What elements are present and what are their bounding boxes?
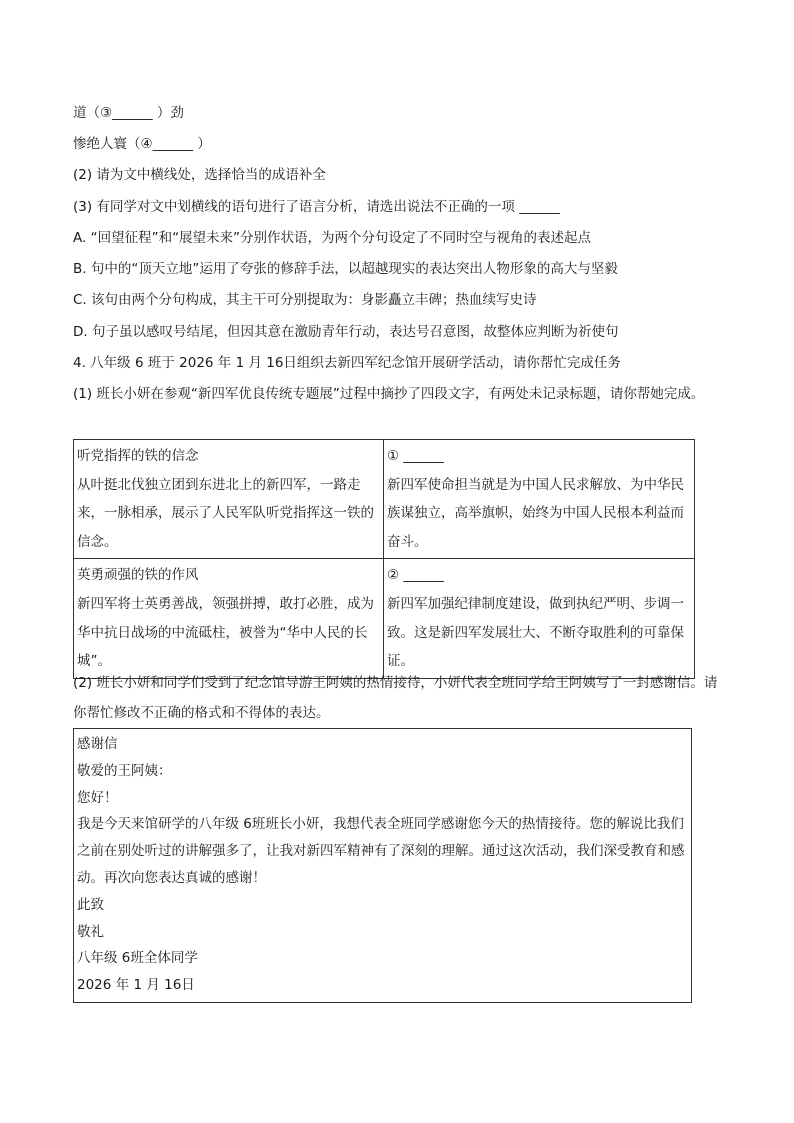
letter-salutation: 敬爱的王阿姨： xyxy=(77,762,172,779)
table-cell xyxy=(74,559,384,678)
question-2: (2) 请为文中横线处，选择恰当的成语补全 xyxy=(73,167,326,183)
thank-you-letter xyxy=(73,728,692,1003)
cell-body: 新四军使命担当就是为中国人民求解放、为中华民族谋独立，高举旗帜，始终为中国人民根本利益而奋斗。 xyxy=(387,476,684,550)
cell-title-blank: ① ______ xyxy=(387,448,444,464)
option-d: D. 句子虽以感叹号结尾，但因其意在激励青年行动，表达号召意图，故整体应判断为祈使句 xyxy=(73,324,619,340)
table-row xyxy=(74,559,695,678)
cell-body: 新四军将士英勇善战，领强拼搏，敢打必胜，成为华中抗日战场的中流砥柱，被誉为“华中人民的长城”。 xyxy=(77,595,374,670)
cell-title: 听党指挥的铁的信念 xyxy=(77,448,199,464)
letter-signature: 八年级 6班全体同学 xyxy=(77,950,198,967)
blank-line-3: 道（③______ ）劲 xyxy=(73,105,184,121)
letter-closing-2: 敬礼 xyxy=(77,923,104,940)
cell-body: 新四军加强纪律制度建设，做到执纪严明、步调一致。这是新四军发展壮大、不断夺取胜利的可靠保证。 xyxy=(387,595,684,670)
table-cell xyxy=(384,440,695,559)
table-cell xyxy=(384,559,695,678)
excerpt-table xyxy=(73,439,695,679)
letter-closing-1: 此致 xyxy=(77,896,104,913)
letter-body: 我是今天来馆研学的八年级 6班班长小妍，我想代表全班同学感谢您今天的热情接待。您的解说比我们之前在别处听过的讲解强多了，让我对新四军精神有了深刻的理解。通过这次活动，我们深受教育和感动。再次向您表达真诚的感谢！ xyxy=(77,816,685,886)
blank-line-4: 惨绝人寰（④______ ） xyxy=(73,136,211,152)
question-4: 4. 八年级 6 班于 2026 年 1 月 16日组织去新四军纪念馆开展研学活动，请你帮忙完成任务 xyxy=(73,355,621,371)
letter-greeting: 您好！ xyxy=(77,789,118,806)
table-row xyxy=(74,440,695,559)
option-b: B. 句中的“顶天立地”运用了夸张的修辞手法，以超越现实的表达突出人物形象的高大与坚毅 xyxy=(73,261,618,277)
cell-title: 英勇顽强的铁的作风 xyxy=(77,567,199,584)
table-cell xyxy=(74,440,384,559)
question-3: (3) 有同学对文中划横线的语句进行了语言分析，请选出说法不正确的一项 ______ xyxy=(73,199,560,215)
option-a: A. “回望征程”和“展望未来”分别作状语，为两个分句设定了不同时空与视角的表述起点 xyxy=(73,230,592,246)
letter-date: 2026 年 1 月 16日 xyxy=(77,977,195,994)
question-4-2: (2) 班长小妍和同学们受到了纪念馆导游王阿姨的热情接待，小妍代表全班同学给王阿姨写了一封感谢信。请你帮忙修改不正确的格式和不得体的表达。 xyxy=(73,675,718,721)
option-c: C. 该句由两个分句构成，其主干可分别提取为：身影矗立丰碑；热血续写史诗 xyxy=(73,292,537,308)
letter-title: 感谢信 xyxy=(77,736,118,752)
cell-body: 从叶挺北伐独立团到东进北上的新四军，一路走来，一脉相承，展示了人民军队听党指挥这一铁的信念。 xyxy=(77,476,374,550)
cell-title-blank: ② ______ xyxy=(387,567,444,584)
question-4-1: (1) 班长小妍在参观“新四军优良传统专题展”过程中摘抄了四段文字，有两处未记录标题，请你帮她完成。 xyxy=(73,386,705,402)
